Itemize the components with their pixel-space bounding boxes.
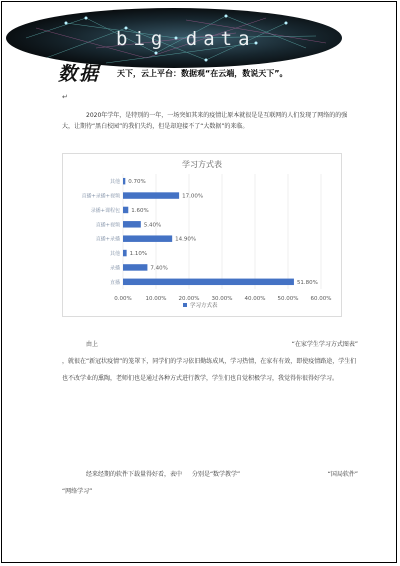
- category-label: 其他: [109, 251, 120, 258]
- headline: 天下，云上平台：数据观“在云端，数说天下”。: [117, 69, 288, 78]
- para2-quote: “在家学生学习方式图表”: [291, 341, 358, 348]
- para3-mid: 分别是“数学教学”: [191, 471, 241, 478]
- x-tick-label: 40.00%: [244, 296, 266, 302]
- data-label: 17.00%: [182, 193, 204, 200]
- bar: [123, 250, 127, 256]
- data-label: 14.90%: [175, 236, 197, 243]
- bar: [123, 264, 147, 270]
- bar: [123, 192, 179, 198]
- data-label: 1.10%: [129, 251, 148, 258]
- learning-method-chart: [63, 154, 341, 316]
- legend-label: 学习方式表: [190, 303, 218, 309]
- bar: [123, 178, 125, 184]
- x-tick-label: 10.00%: [145, 296, 167, 302]
- banner-title: big data: [116, 28, 256, 50]
- legend-swatch: [183, 303, 187, 307]
- category-label: 其他: [109, 179, 120, 186]
- category-label: 直播: [109, 279, 120, 286]
- para3-quote2: “国局软件”: [327, 471, 358, 478]
- category-label: 录播: [109, 265, 120, 272]
- para2-rest: ，就很在“新冠状疫情”的笼罩下，同学们的学习依旧勤练成风，学习热情，在家有有效，即使疫情路途，学生们也不改学业的熏陶，老师们也是通过各种方式进行教学，学生们也自觉积极学习，我觉得你很得好学习。: [62, 358, 357, 382]
- intro-paragraph: [62, 110, 358, 132]
- category-label: 直播+视频: [95, 222, 120, 229]
- calligraphy-heading: 数据: [58, 63, 101, 85]
- bar: [123, 235, 172, 241]
- paragraph-mark: ↵: [62, 93, 68, 101]
- software-paragraph: [62, 466, 358, 500]
- data-label: 5.40%: [143, 222, 162, 229]
- x-tick-label: 50.00%: [277, 296, 299, 302]
- x-tick-label: 60.00%: [310, 296, 332, 302]
- chart-title: 学习方式表: [182, 160, 222, 169]
- category-label: 直播+录播: [95, 236, 120, 243]
- para2-start: 由上: [86, 341, 99, 348]
- data-label: 0.70%: [128, 179, 146, 186]
- big-data-banner: [6, 8, 342, 68]
- data-label: 7.40%: [150, 265, 168, 272]
- chart-container: [62, 153, 342, 317]
- intro-text: 2020年学年，是特别的一年，一场突如其来的疫情让原本就很是是互联网的人们发现了网络的的强大，让期待“黑白校园”的我们失约，但是却迎接不了“大数据”的来临。: [62, 112, 348, 130]
- bar: [123, 221, 141, 227]
- category-label: 录播+课程包: [90, 207, 120, 214]
- bar: [123, 207, 128, 213]
- para3-end: “网络学习”: [62, 488, 93, 495]
- x-tick-label: 0.00%: [114, 296, 132, 302]
- bar: [123, 279, 294, 285]
- x-tick-label: 30.00%: [211, 296, 233, 302]
- data-label: 51.80%: [296, 279, 318, 286]
- x-tick-label: 20.00%: [178, 296, 200, 302]
- category-label: 直播+录播+视频: [81, 193, 120, 200]
- para3-start: 经来经期的软件下载量得好看，表中: [86, 471, 183, 478]
- analysis-paragraph: [62, 336, 358, 387]
- data-label: 1.60%: [131, 207, 149, 214]
